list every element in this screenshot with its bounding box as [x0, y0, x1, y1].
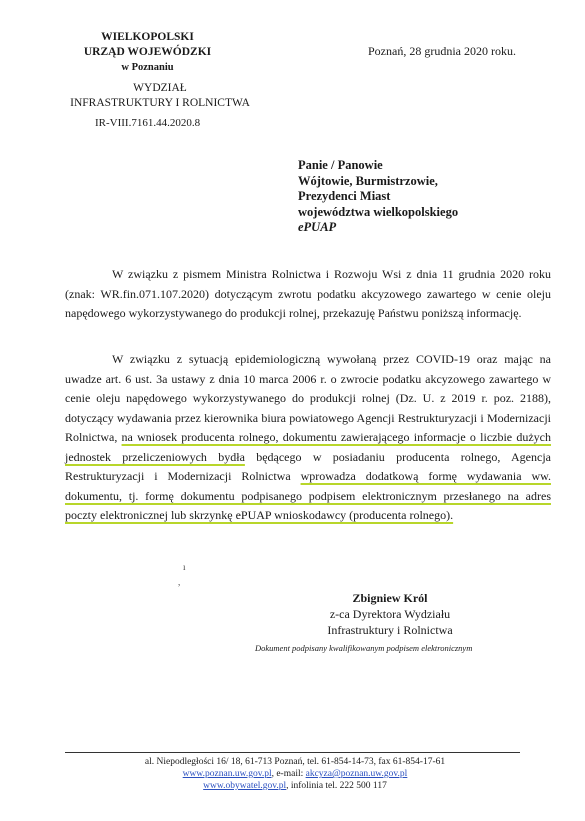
addressee-line5: ePUAP	[298, 220, 337, 234]
footer-divider	[65, 752, 520, 753]
office-name-line3: w Poznaniu	[121, 62, 174, 73]
department-line1: WYDZIAŁ	[133, 82, 187, 94]
signatory-name: Zbigniew Król	[352, 591, 428, 605]
document-date: Poznań, 28 grudnia 2020 roku.	[368, 44, 516, 58]
highlighted-text-1: na wniosek producenta rolnego, dokumentu zawierającego informacje o liczbie dużych jednostek przeliczeniowych bydła	[65, 430, 552, 464]
signature-block	[300, 590, 480, 638]
highlighted-text-2: wprowadza dodatkową formę wydawania ww. dokumentu, tj. formę dokumentu podpisanego podpisem elektronicznym przesłanego na adres poczty elektronicznej lub skrzynkę ePUAP wnioskodawcy (producenta rolnego).	[65, 469, 551, 522]
office-name-line2: URZĄD WOJEWÓDZKI	[83, 46, 212, 58]
addressee-block	[298, 158, 458, 236]
footer-contact-line	[60, 768, 530, 780]
infoline-text: , infolinia tel. 222 500 117	[286, 781, 387, 791]
footer-address: al. Niepodległości 16/ 18, 61-713 Poznań, tel. 61-854-14-73, fax 61-854-17-61	[144, 757, 446, 767]
paragraph-1-text: W związku z pismem Ministra Rolnictwa i Rozwoju Wsi z dnia 11 grudnia 2020 roku (znak: WR.fin.071.107.2020) dotyczącym zwrotu podatku akcyzowego zawartego w cenie oleju napędowego wykorzystywanego do produkcji rolnej, przekazuję Państwu poniższą informację.	[65, 267, 551, 320]
paragraph-2-part-c: będącego w posiadaniu producenta rolnego, Agencja Restrukturyzacji i Modernizacji Rolnictwa	[65, 449, 551, 483]
addressee-line1: Panie / Panowie	[298, 158, 383, 172]
department-line2: INFRASTRUKTURY I ROLNICTWA	[70, 97, 250, 109]
website-link[interactable]: www.poznan.uw.gov.pl	[182, 769, 272, 779]
department-header	[55, 81, 265, 111]
office-header	[60, 30, 235, 75]
signatory-role-2: Infrastruktury i Rolnictwa	[327, 623, 453, 637]
addressee-line4: województwa wielkopolskiego	[298, 204, 459, 219]
paragraph-2-part-a: W związku z sytuacją epidemiologiczną wywołaną przez COVID-19 oraz mając na uwadze art. 6 ust. 3a ustawy z dnia 10 marca 2006 r. o zwrocie podatku akcyzowego zawartego w cenie oleju napędowego wykorzystywanego do produkcji rolnej (Dz. U. z 2019 r. poz. 2188), dotyczący wydawania przez kierownika biura powiatowego Agencji Restrukturyzacji i Modernizacji Rolnictwa,	[65, 352, 551, 444]
digital-signature-note: Dokument podpisany kwalifikowanym podpisem elektronicznym	[255, 643, 473, 653]
email-label: , e-mail:	[271, 769, 306, 779]
case-reference: IR-VIII.7161.44.2020.8	[95, 117, 201, 129]
addressee-line3: Prezydenci Miast	[298, 189, 391, 203]
signatory-role-1: z-ca Dyrektora Wydziału	[329, 607, 451, 621]
addressee-line2: Wójtowie, Burmistrzowie,	[298, 173, 438, 188]
obywatel-link[interactable]: www.obywatel.gov.pl	[203, 781, 287, 791]
paragraph-2-text	[65, 350, 551, 526]
footer	[60, 756, 530, 792]
pen-mark: ,	[178, 577, 181, 587]
footer-info-line	[60, 780, 530, 792]
paragraph-1	[65, 265, 551, 324]
paragraph-2	[65, 350, 551, 526]
office-name-line1: WIELKOPOLSKI	[101, 31, 194, 43]
email-link[interactable]: akcyza@poznan.uw.gov.pl	[305, 769, 408, 779]
pen-mark: ı	[183, 562, 186, 572]
